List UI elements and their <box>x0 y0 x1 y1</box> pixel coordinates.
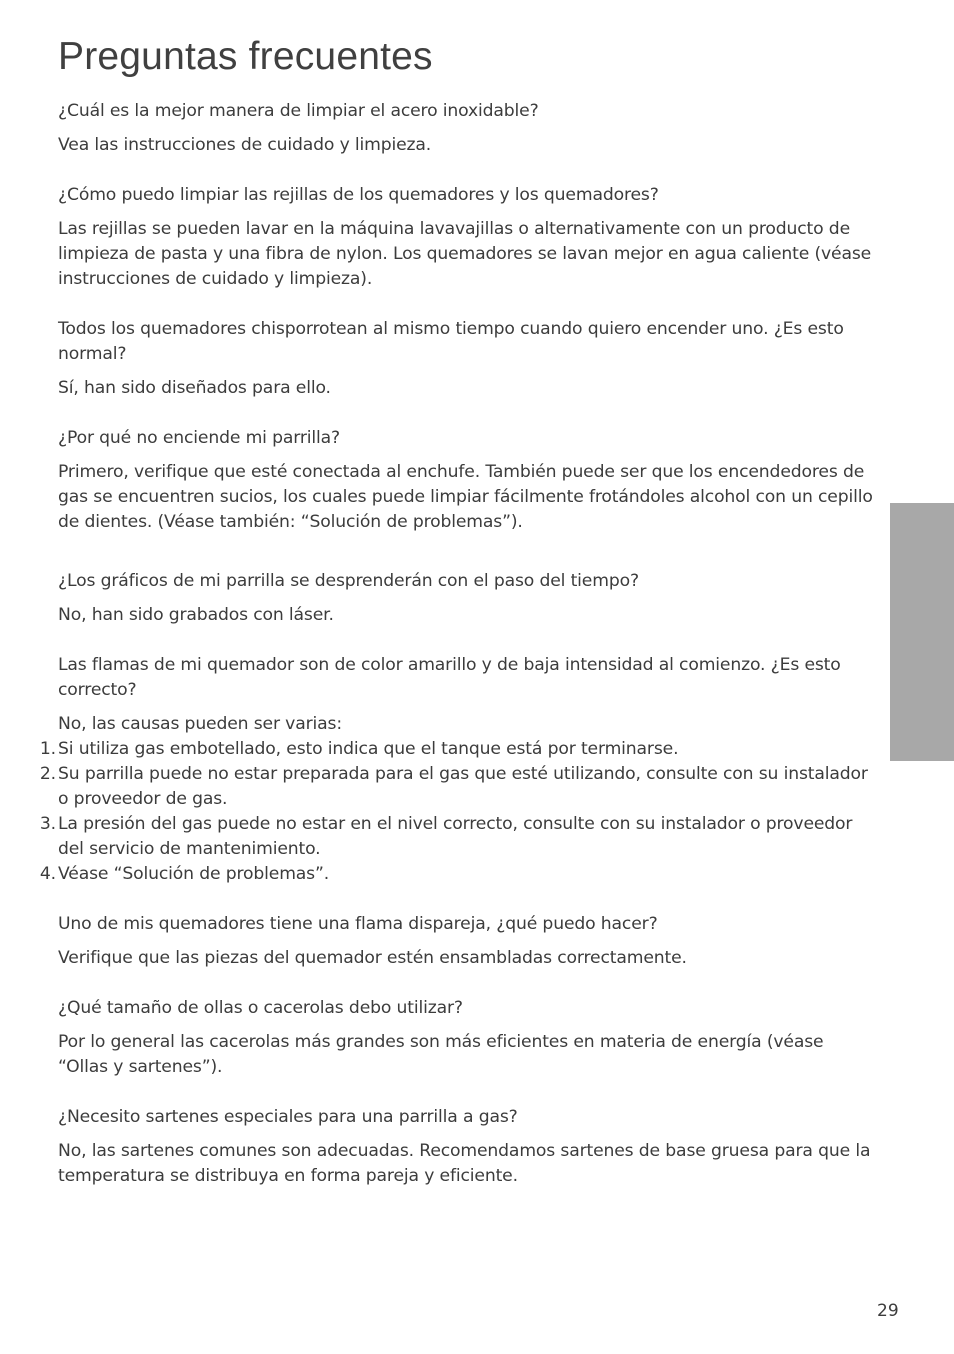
faq-answer: Las rejillas se pueden lavar en la máquina lavavajillas o alternativamente con un producto de limpieza de pasta y una fibra de nylon. Los quemadores se lavan mejor en agua caliente (véase instrucciones de cuidado y limpieza). <box>58 219 872 289</box>
faq-answer: Primero, verifique que esté conectada al enchufe. También puede ser que los encendedores de gas se encuentren sucios, los cuales puede limpiar fácilmente frotándoles alcohol con un cepillo de dientes. (Véase también: “Solución de problemas”). <box>58 462 873 532</box>
list-item-text: La presión del gas puede no estar en el nivel correcto, consulte con su instalador o proveedor del servicio de mantenimiento. <box>58 814 853 859</box>
faq-question: ¿Necesito sartenes especiales para una parrilla a gas? <box>58 1107 518 1127</box>
list-item <box>39 812 878 862</box>
faq-answer: No, las sartenes comunes son adecuadas. Recomendamos sartenes de base gruesa para que la temperatura se distribuya en forma pareja y eficiente. <box>58 1141 871 1186</box>
faq-question: Las flamas de mi quemador son de color amarillo y de baja intensidad al comienzo. ¿Es esto correcto? <box>58 655 841 700</box>
faq-item-uneven-flame <box>58 912 878 971</box>
causes-list <box>39 737 878 887</box>
faq-item-sparking <box>58 317 878 401</box>
faq-item-burner-grates <box>58 183 878 292</box>
faq-answer: Verifique que las piezas del quemador estén ensambladas correctamente. <box>58 948 687 968</box>
list-item <box>39 737 878 762</box>
faq-item-special-pans <box>58 1105 878 1189</box>
faq-item-pot-size <box>58 996 878 1080</box>
list-item-number: 1. <box>39 739 56 759</box>
faq-question: Todos los quemadores chisporrotean al mismo tiempo cuando quiero encender uno. ¿Es esto normal? <box>58 319 844 364</box>
list-item-number: 4. <box>39 864 56 884</box>
faq-answer: No, han sido grabados con láser. <box>58 605 334 625</box>
faq-item-stainless-steel <box>58 99 878 158</box>
faq-question: ¿Cuál es la mejor manera de limpiar el acero inoxidable? <box>58 101 539 121</box>
list-item-number: 2. <box>39 764 56 784</box>
faq-item-no-ignition <box>58 426 878 535</box>
faq-question: Uno de mis quemadores tiene una flama dispareja, ¿qué puedo hacer? <box>58 914 658 934</box>
page-title: Preguntas frecuentes <box>58 35 433 78</box>
faq-question: ¿Qué tamaño de ollas o cacerolas debo utilizar? <box>58 998 463 1018</box>
faq-answer: Vea las instrucciones de cuidado y limpieza. <box>58 135 432 155</box>
faq-answer: No, las causas pueden ser varias: <box>58 714 342 734</box>
list-item-text: Véase “Solución de problemas”. <box>58 864 330 884</box>
page-number: 29 <box>877 1301 899 1321</box>
list-item-text: Su parrilla puede no estar preparada para el gas que esté utilizando, consulte con su instalador o proveedor de gas. <box>58 764 868 809</box>
faq-list <box>39 99 878 1189</box>
list-item-text: Si utiliza gas embotellado, esto indica que el tanque está por terminarse. <box>58 739 679 759</box>
faq-question: ¿Cómo puedo limpiar las rejillas de los quemadores y los quemadores? <box>58 185 659 205</box>
list-item-number: 3. <box>39 814 56 834</box>
faq-answer: Sí, han sido diseñados para ello. <box>58 378 331 398</box>
list-item <box>39 862 878 887</box>
faq-question: ¿Por qué no enciende mi parrilla? <box>58 428 341 448</box>
list-item <box>39 762 878 812</box>
faq-item-graphics <box>58 569 878 628</box>
faq-item-yellow-flames <box>39 653 878 887</box>
faq-answer: Por lo general las cacerolas más grandes son más eficientes en materia de energía (véase “Ollas y sartenes”). <box>58 1032 824 1077</box>
section-tab-marker <box>890 503 954 761</box>
faq-question: ¿Los gráficos de mi parrilla se desprenderán con el paso del tiempo? <box>58 571 639 591</box>
